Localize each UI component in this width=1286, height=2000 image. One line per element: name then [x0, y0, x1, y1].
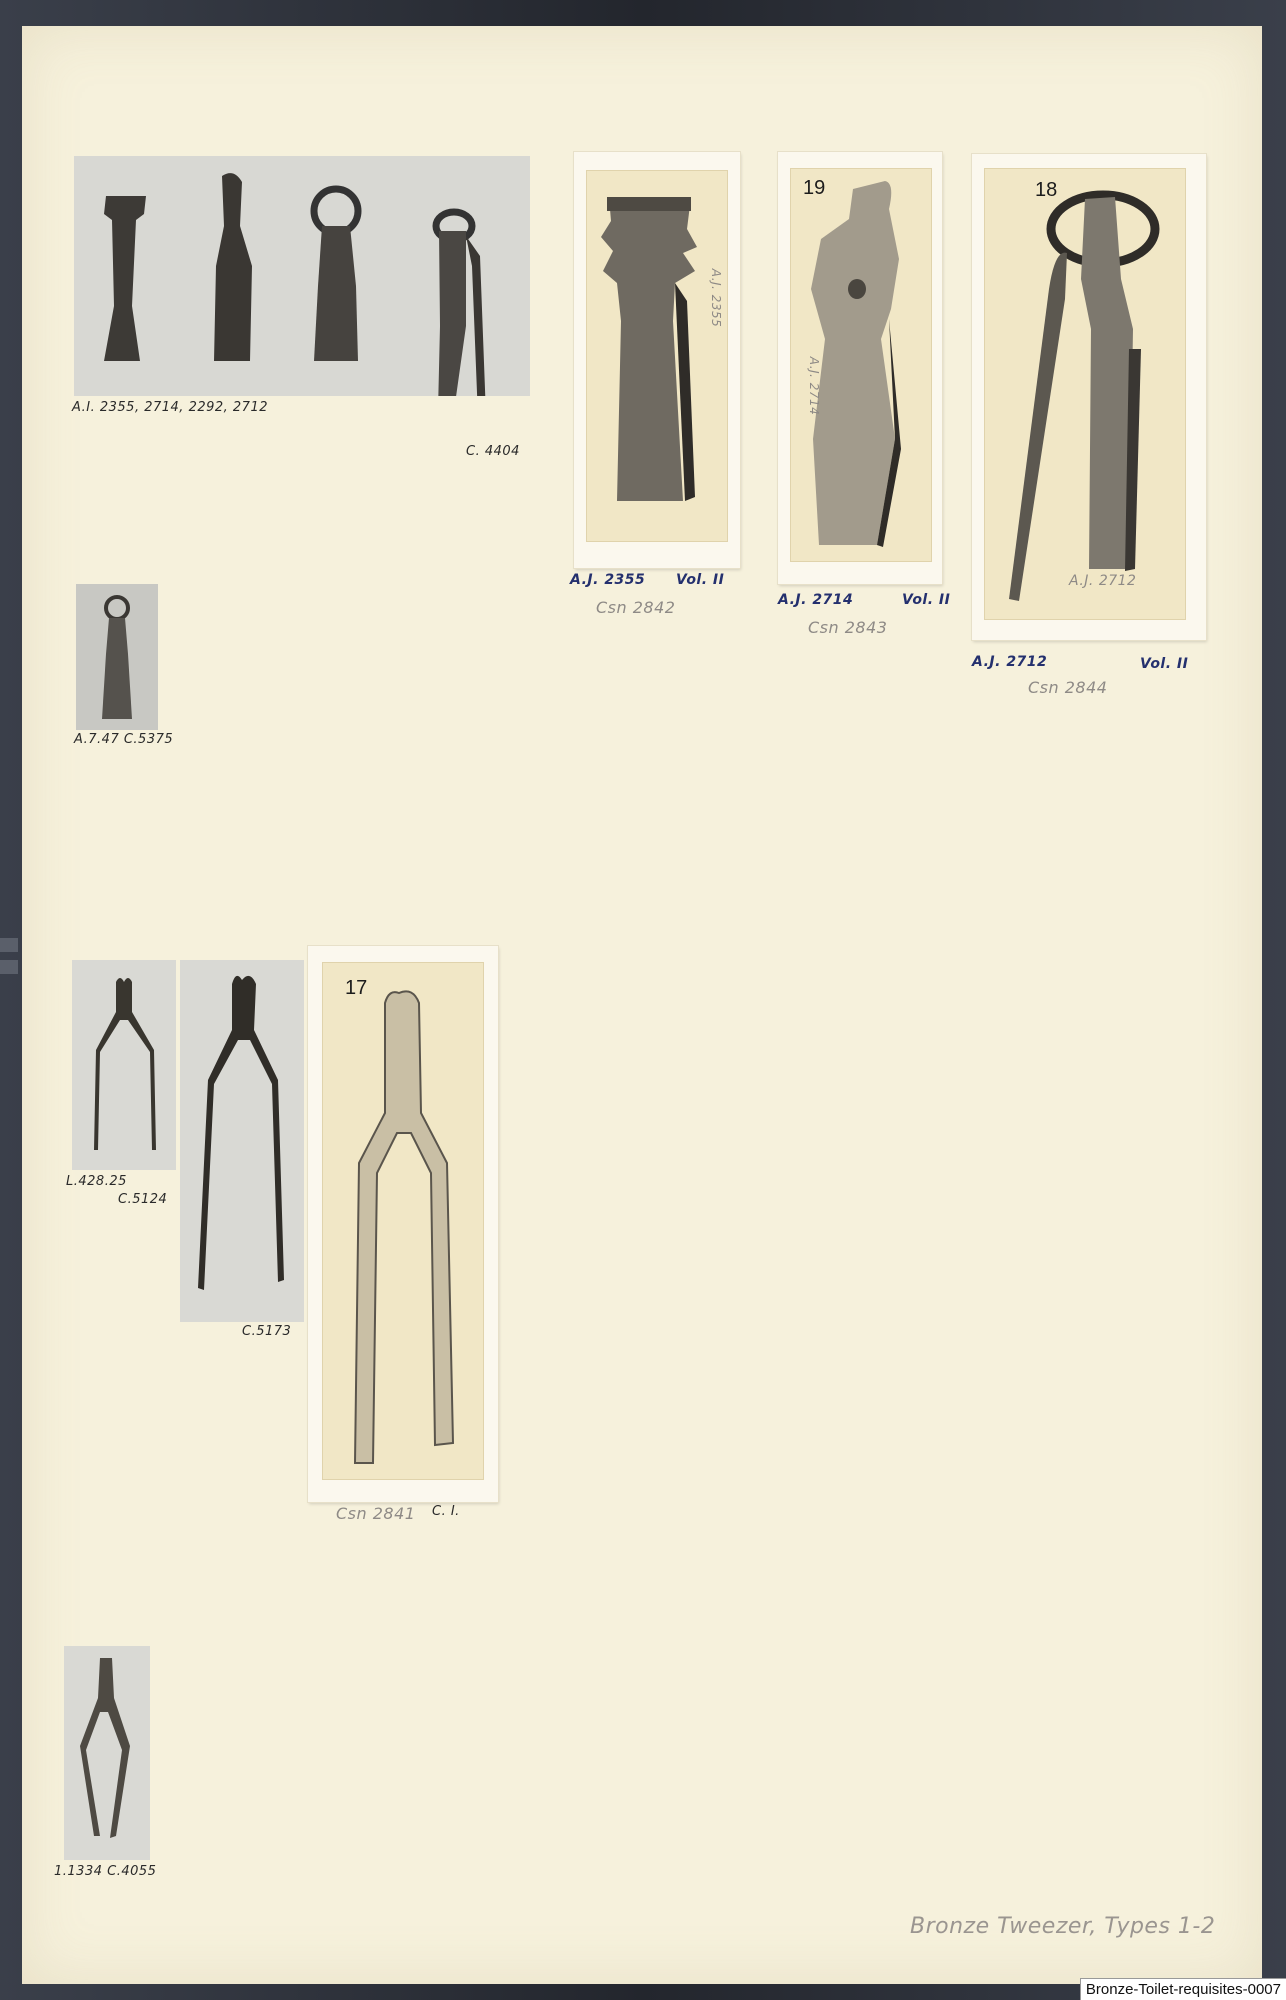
photo-pair-left-label-2: C.5124	[118, 1192, 168, 1207]
binder-clip	[0, 960, 18, 974]
binder-clip	[0, 938, 18, 952]
drawing-pencil-inner: A.J. 2712	[1069, 573, 1137, 589]
drawing-pencil-inner: A.J. 2355	[709, 268, 724, 328]
drawing-card-4-number: 17	[345, 977, 368, 999]
photo-tweezer-tall	[180, 960, 304, 1322]
drawing-card-3-vol: Vol. II	[1140, 656, 1189, 672]
drawing-card-2-csn: Csn 2843	[808, 618, 888, 637]
drawing-card-4-label: C. I.	[432, 1504, 460, 1519]
footer-id: Bronze-Toilet-requisites-0007	[1080, 1978, 1286, 2000]
photo-single-tweezer	[76, 584, 158, 730]
drawing-card-4-csn: Csn 2841	[336, 1504, 416, 1523]
drawing-card-1	[574, 152, 740, 568]
drawing-card-3-number: 18	[1035, 179, 1058, 201]
photo-bottom-label: 1.1334 C.4055	[54, 1864, 157, 1879]
drawing-card-1-label: A.J. 2355	[570, 572, 646, 588]
drawing-card-3-label: A.J. 2712	[972, 654, 1048, 670]
drawing-card-2-number: 19	[803, 177, 826, 199]
drawing-card-4	[308, 946, 498, 1502]
photo-four-tweezers	[74, 156, 530, 396]
archive-sheet	[22, 26, 1262, 1984]
photo-group-label: A.I. 2355, 2714, 2292, 2712	[72, 400, 268, 415]
photo-tweezer-bottom	[64, 1646, 150, 1860]
photo-single-label: A.7.47 C.5375	[74, 732, 174, 747]
photo-group-catalog: C. 4404	[466, 444, 520, 459]
drawing-card-1-vol: Vol. II	[676, 572, 725, 588]
page-title: Bronze Tweezer, Types 1-2	[910, 1914, 1216, 1939]
drawing-card-1-csn: Csn 2842	[596, 598, 676, 617]
drawing-pencil-inner: A.J. 2714	[807, 356, 822, 416]
drawing-card-2-label: A.J. 2714	[778, 592, 854, 608]
drawing-card-3-csn: Csn 2844	[1028, 678, 1108, 697]
photo-tweezer-small	[72, 960, 176, 1170]
drawing-card-2-vol: Vol. II	[902, 592, 951, 608]
drawing-card-3	[972, 154, 1206, 640]
photo-pair-right-label: C.5173	[242, 1324, 292, 1339]
photo-pair-left-label-1: L.428.25	[66, 1174, 127, 1189]
drawing-card-2	[778, 152, 942, 584]
